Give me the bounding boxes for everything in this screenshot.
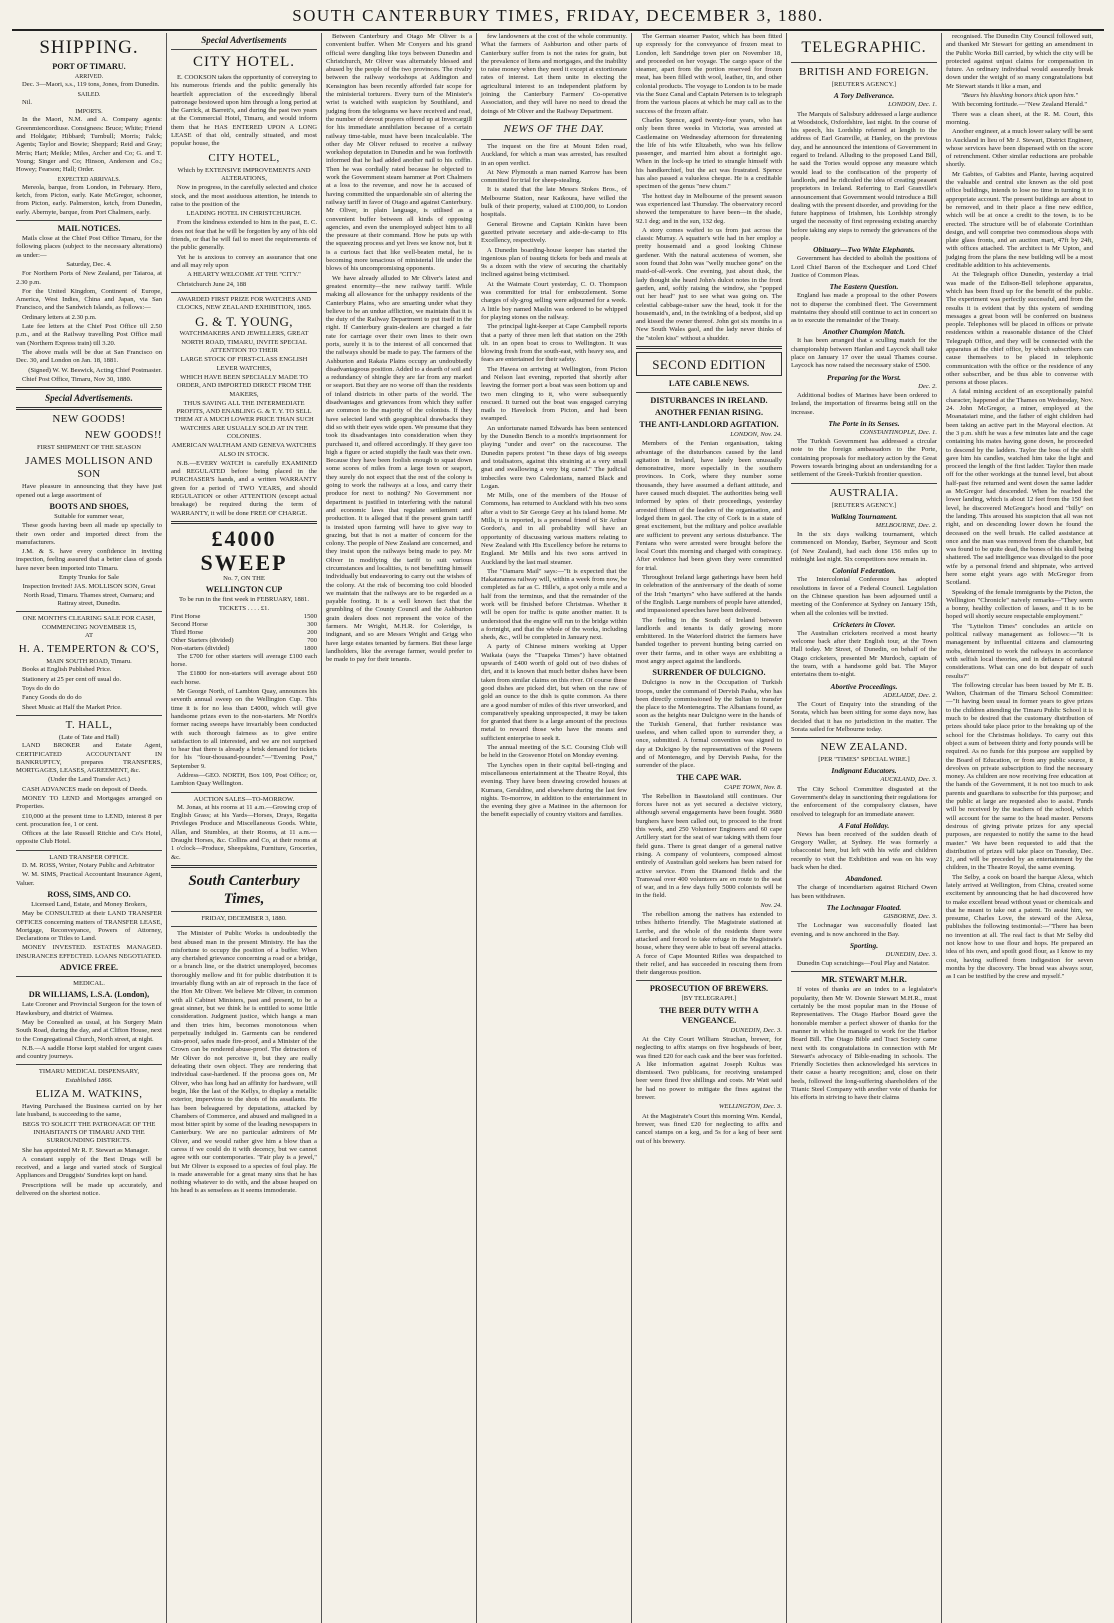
news-item: At the Waimate Court yesterday, C. O. Thompson was committed for trial for embezzlement. Some charges of sly-grog selling were adjourned for a week. A little boy named Maslin was ordered to be whipped for playing stones on the railway. (481, 280, 627, 321)
table-row (171, 613, 317, 621)
british-foreign-heading: BRITISH AND FOREIGN. (799, 66, 929, 78)
mollison-text: Have pleasure in announcing that they have just opened out a large assortment of (16, 483, 162, 499)
news-item: The Australian cricketers received a most hearty welcome back after their English tour, at the Town Hall today. Mr Street, of Dunedin, on behalf of the Otago cricketers, presented Mr Murdoch, captain of the team, with a handsome gold bat. The Mayor entertains them to-night. (791, 629, 937, 679)
prize-label: Non-starters (divided) (171, 644, 230, 652)
hall-line: MONEY TO LEND and Mortgages arranged on Properties. (16, 795, 162, 811)
clearing-line: Fancy Goods do do do (22, 694, 82, 702)
news-item: The Turkish Government has addressed a circular note to the foreign ambassadors to the Porte, containing proposals for mediatory action by the Great Powers towards bringing about an understanding for a settlement of the Greek-Turkish frontier question. (791, 438, 937, 479)
prize-value: 200 (307, 628, 317, 636)
divider (481, 139, 627, 140)
prize-label: First Horse (171, 612, 201, 620)
running-masthead: SOUTH CANTERBURY TIMES, FRIDAY, DECEMBER 3, 1880. (12, 4, 1104, 31)
divider (791, 483, 937, 484)
dateline: Nov. 24. (760, 901, 782, 909)
column-2 (167, 33, 322, 1623)
hall-line: LAND BROKER and Estate Agent, CERTIFICATED ACCOUNTANT IN BANKRUPTCY, prepares TRANSFERS, MORTGAGES, LEASES, AGREEMENT, &c. (16, 742, 162, 775)
news-item: At the City Court William Strachan, brewer, for neglecting to affix stamps on five hogsheads of beer, was fined £20 for each cask and the beer was forfeited. A like information against Joseph Kultus was dismissed. Two publicans, for receiving unstamped beer were fined five shillings and costs. Mr Watt said he had no power to mitigate the fines against the brewer. (636, 1035, 782, 1102)
sweep-note: Mr George North, of Lambton Quay, announces his seventh annual sweep on the Wellington Cup. This time it is for no less than £4000, which will give handsome prizes even to the non-starters. Mr North's former racing sweeps have invariably been conducted with such thorough fairness as to give entire satisfaction to all interested, and we are not surprised to hear that there is already a brisk demand for tickets for his "four-thousand-pounder."—"Evening Post," September 9. (171, 688, 317, 770)
clearing-line: Stationery at 25 per cent off usual do. (22, 675, 122, 683)
young-line: WATCHMAKERS AND JEWELLERS, GREAT NORTH ROAD, TIMARU, INVITE SPECIAL ATTENTION TO THEIR (179, 330, 309, 355)
divider (171, 521, 317, 524)
subheading: Abandoned. (845, 874, 883, 884)
arrived-text: Dec. 3—Maori, s.s., 119 tons, Jones, from Dunedin. (22, 81, 160, 89)
second-edition-box (636, 352, 782, 376)
subheading: Another Champion Match. (822, 327, 906, 337)
nameplate: South Canterbury Times, (188, 872, 300, 907)
column-1 (12, 33, 167, 1623)
news-item: At New Plymouth a man named Karrow has been committed for trial for sheep-stealing. (481, 168, 627, 185)
wire-credit: [PER "TIMES" SPECIAL WIRE.] (818, 756, 910, 764)
news-item: A Dunedin boarding-house keeper has started the ingenious plan of issuing tickets for beds and meals at 9s a dozen with the view of securing the charitably inclined against being victimised. (481, 246, 627, 279)
land-line: ROSS, SIMS, AND CO. (47, 889, 131, 899)
fenian-heading: ANOTHER FENIAN RISING. (654, 407, 764, 417)
news-item: News has been received of the sudden death of Gregory Waller, at Sydney. He was formerly a tobacconist here, but left with his wife and children recently to visit the Exhibition and was on his way back when he died. (791, 830, 937, 872)
divider (171, 49, 317, 50)
nameplate-date: FRIDAY, DECEMBER 3, 1880. (201, 914, 287, 922)
news-item: The following circular has been issued by Mr E. B. Walton, Chairman of the Timaru School Committee:—"It having been usual in former years to give prizes to the children attending the Timaru Public School it is much to be desired that the customary distribution of prizes should take place prior to the breaking up of the school for the Christmas holidays. To carry out this object a sum of between thirty and forty pounds will be required. As no funds for this purpose are supplied by the Board of Education, or from any public source, it devolves on private subscription to find the necessary money. As children are now receiving free education at the hands of the Government, it is not too much to ask parents and guardians to subscribe for this purpose; and the public at large are requested also to assist. Funds will be received by the teachers of the school, which will account for the same to the head master. Persons desirous of giving private prizes for any special purposes, are requested to notify the same to the head master." We have been requested to add that the distribution of prizes will take place on Tuesday, Dec. 21, and will be preceded by an entertainment by the children, in the Theatre Royal, the same evening. (946, 681, 1093, 872)
divider (16, 715, 162, 716)
news-item: In the six days walking tournament, which commenced on Monday, Barber, Seymour and Scott (of New Zealand), had each done 156 miles up to midnight last night. Six competitors now remain in. (791, 531, 937, 564)
imports-heading: IMPORTS. (75, 109, 103, 116)
news-item: The Lochnagar was successfully floated last evening, and is now anchored in the Bay. (791, 922, 937, 938)
auction-heading: AUCTION SALES—TO-MORROW. (193, 795, 295, 803)
news-item: The Lynches open in their capital bell-ringing and miscellaneous entertainment at the Theatre Royal, this evening. They have been drawing crowded houses at Kumara, Geraldine, and elsewhere during the last few nights. To-morrow, in addition to the entertainment in the evening they give a Matinee in the afternoon for the benefit especially of country visitors and families. (481, 761, 627, 819)
arrived-heading: ARRIVED. (74, 74, 104, 80)
sweep-line: WELLINGTON CUP (205, 585, 283, 595)
clearing-line: Toys do do do (22, 685, 60, 693)
mollison-text: J.M. & S. have every confidence in inviting inspection, feeling assured that a better class of goods have never been imported into Timaru. (16, 548, 162, 572)
dateline: DUNEDIN, Dec. 3. (885, 950, 937, 958)
young-line: AMERICAN WALTHAM AND GENEVA WATCHES ALSO IN STOCK. (171, 442, 317, 458)
stewart-heading: MR. STEWART M.H.R. (821, 975, 907, 985)
dateline: AUCKLAND, Dec. 3. (880, 776, 937, 784)
new-goods-1: NEW GOODS! (52, 413, 126, 426)
subheading: Obituary—Two White Elephants. (813, 245, 915, 255)
hall-line: T. HALL, (65, 718, 113, 731)
auction-text: M. Jonas, at his rooms at 11 a.m.—Growing crop of English Grass; at his Yards—Horses, Drays, Regatta Privileges Produce and Miscellaneous Goods. White, Allan, and Stumbles, at their Rooms, at 11 a.m.—Draught Horses, &c. Collins and Co, at their rooms at 1 o'clock—Produce, Sheepskins, Furniture, Groceries, &c. (171, 803, 317, 861)
mail-line: Ordinary letters at 2.30 p.m. (22, 313, 97, 321)
medical-line: DR WILLIAMS, L.S.A. (London), (28, 990, 150, 1000)
mail-line: (Signed) W. W. Beswick, Acting Chief Postmaster. (28, 366, 162, 374)
clearing-line: Sheet Music at Half the Market Price. (22, 703, 122, 711)
subheading: The Lochnagar Floated. (826, 902, 902, 912)
news-item: At the Magistrate's Court this morning Wm. Kendal, brewer, was fined £20 for neglecting to affix and cancel stamps on a keg, and 5s for a keg of beer sent out of his brewery. (636, 1112, 782, 1145)
second-edition-heading: SECOND EDITION (652, 356, 766, 372)
news-item: It has been arranged that a sculling match for the championship between Hanlan and Laycock shall take place on January 17 over the usual Thames course. Laycock has now raised the necessary stake of £500. (791, 337, 937, 370)
table-row (171, 637, 317, 645)
news-item: A party of Chinese miners working at Upper Waikaia (says the "Tuapeka Times") have obtained upwards of £400 worth of gold out of two dishes of dirt, and it is known that much better dishes have been taken from similar claims on this river. Of course these good dishes are picked dirt, but when on the raw of gold an ounce to the dish is quite common. As there are a good number of miles of this river unworked, and comparatively speaking unprospected, it may be taken for granted that there is a large amount of the precious metal to reward those who have the means and sufficient enterprise to seek it. (481, 643, 627, 742)
by-telegraph: [BY TELEGRAPH.] (681, 995, 737, 1003)
news-item: The "Lyttelton Times" concludes an article on political railway management as follows:—"It is management by influential citizens and clamouring mobs, determined to work the railways in accordance with selfish local theories, and in defiance of natural considerations. What can one do but despair of such results?" (946, 622, 1093, 680)
news-item: Mr Mills, one of the members of the House of Commons, has returned to Auckland with his two sons after a visit to Sir George Grey at his island home. Mr Mills, it is reported, is a personal friend of Sir Arthur Gordon's, and in all probability will have an opportunity of discussing various matters relating to New Zealand with His Excellency before he returns to England. Mr Mills and his two sons arrived in Auckland by the last mail steamer. (481, 492, 627, 566)
dateline: LONDON, Dec. 1. (888, 101, 937, 109)
mollison-heading: JAMES MOLLISON AND SON (25, 455, 153, 481)
divider (16, 611, 162, 612)
hall-line: £10,000 at the present time to LEND, interest 8 per cent. procuration fee, 1 or cent. (16, 812, 162, 828)
news-item: The rebellion among the natives has extended to tribes hitherto friendly. The Magistrate stationed at Lerrbe, and the whole of the residents there were attacked and forced to take refuge in the Magistrate's house, where they were able to beat off several attacks. A force of Cape Mounted Rifles was despatched to their relief, and has succeeded in rescuing them from their dangerous position. (636, 911, 782, 977)
mail-line: Late fee letters at the Chief Post Office till 2.50 p.m., and at the Railway travelling Post Office mail van (Northern Express train) till 3.20. (16, 323, 162, 347)
subheading: Indignant Educators. (831, 766, 897, 776)
hall-line: (Under the Land Transfer Act.) (48, 776, 130, 784)
beer-duty-heading: THE BEER DUTY WITH A VENGEANCE. (659, 1005, 759, 1025)
anti-landlord-heading: THE ANTI-LANDLORD AGITATION. (639, 419, 779, 429)
news-item: An unfortunate named Edwards has been sentenced by the Dunedin Bench to a month's imprisonment for playing "under and over" on the racecourse. The Dunedin papers protest "in these days of big sweeps and totalisators, against this straining at a very small gnat and swallowing a very big camel." The judicial imbeciles were two Caledonians, named Black and Logan. (481, 424, 627, 490)
mollison-text: Suitable for summer wear, (54, 512, 124, 520)
news-item: It is stated that the late Messrs Stokes Bros., of Melbourne Station, near Kaikoura, have willed the bulk of their property, valued at £100,000, to London hospitals. (481, 186, 627, 219)
special-ads-heading: Special Advertisements (201, 35, 287, 45)
divider (171, 792, 317, 793)
sweep-line: No. 7, ON THE (223, 574, 265, 582)
column-6 (787, 33, 942, 1623)
land-heading: LAND TRANSFER OFFICE. (49, 853, 129, 861)
sweep-note: The £700 for other starters will average £100 each horse. (171, 652, 317, 669)
imports-text: In the Maori, N.M. and A. Company agents: Greenmiencordiuse. Consignees: Bruce; White; Friend and Holdgate; Hibbard; Turnbull; Morris; Falck; Agents; Taylor and Bowie; Sheppard; Reid and Gray; Mrris; Hart; Meikle; Miles, Archer and Co; G. and T. Young; Singer and Co; Hinson, Anderson and Co.; Howey; Fearson; Hall; Order. (16, 116, 162, 174)
clearing-line: ONE MONTH'S CLEARING SALE FOR CASH, (22, 615, 156, 623)
sweep-line: To be run in the first week in FEBRUARY, 1881. (178, 596, 309, 604)
news-item: Dunedin Cup scratchings—Foul Play and Natator. (797, 960, 930, 968)
dispensary-heading: TIMARU MEDICAL DISPENSARY, (38, 1068, 140, 1076)
subheading: Preparing for the Worst. (826, 372, 902, 382)
subheading: The Eastern Question. (829, 282, 899, 292)
clearing-line: MAIN SOUTH ROAD, Timaru. (46, 658, 132, 666)
news-item: The Court of Enquiry into the stranding of the Sorata, which has been sitting for some days now, has decided that it has no jurisdiction in the matter. The Sorata sailed for Melbourne today. (791, 700, 937, 733)
city-line: Which by EXTENSIVE IMPROVEMENTS AND ALTERATIONS, (177, 166, 311, 182)
news-item: The feeling in the South of Ireland between landlords and tenants is daily growing more embittered. In the Waterford district the farmers have banded together to prevent hunting being carried on over their farms, and in other ways are exhibiting a most angry aspect against the landlords. (636, 616, 782, 665)
news-item: The hottest day in Melbourne of the present season was experienced last Thursday. The observatory record showed the temperature to have been—in the shade, 92.1 deg; and in the sun, 132 deg. (636, 192, 782, 225)
news-item: Charles Spence, aged twenty-four years, who has only been three weeks in Victoria, was arrested at Castlemaine on Wednesday afternoon for threatening the life of his wife Elizabeth, who was his fellow passenger, and married him about a fortnight ago. When in the lock-up he tried to strangle himself with his handkerchief, but the act was frustrated. Spence has also passed a valueless cheque. He is a creditable specimen of the genus "new chum." (636, 116, 782, 191)
news-item: The inquest on the fire at Mount Eden road, Auckland, for which a man was arrested, has resulted in an open verdict. (481, 142, 627, 167)
news-item: The principal light-keeper at Cape Campbell reports that a party of three men left that station on the 29th ult. in an open boat to cross to Wellington. It was blowing fresh from the south-east, with heavy sea, and fears are entertained for their safety. (481, 323, 627, 364)
subheading: Colonial Federation. (832, 566, 896, 576)
mollison-text: BOOTS AND SHOES, (49, 501, 129, 511)
new-zealand-heading: NEW ZEALAND. (820, 741, 908, 754)
city-hotel-heading: CITY HOTEL. (192, 54, 296, 70)
dateline: Dec. 2. (918, 382, 937, 390)
telegraphic-heading: TELEGRAPHIC. (801, 39, 927, 56)
first-shipment: FIRST SHIPMENT OF THE SEASON (36, 444, 142, 452)
hall-line: (Late of Tate and Hall) (58, 733, 120, 741)
news-item: There was a clean sheet, at the R. M. Court, this morning. (946, 110, 1093, 126)
city-line: Christchurch June 24, 188 (177, 280, 247, 288)
reuter-credit: [REUTER'S AGENCY.] (831, 81, 897, 88)
brewers-heading: PROSECUTION OF BREWERS. (649, 984, 769, 994)
city-line: A HEARTY WELCOME AT THE "CITY." (187, 271, 301, 279)
divider (171, 911, 317, 912)
news-item: The Selby, a cook on board the barque Alexa, which lately arrived at Wellington, from China, created some excitement by announcing that he had discovered how to make excellent bread without yeast or chemicals and that he meant to take out a patent. To assist him, we presume, Charles Love, the steward of the Alexa, publishes the following testimonial:—"There has been no invention at all. The real fact is that Mr Selby did not know how to use flour and hops. He prepared an idea of his own, and spoilt good flour, as I know to my cost, having suffered from indigestion for seven months by the discovery. The bread was always sour, as I can be testified by the crew and myself." (946, 873, 1093, 981)
divider (16, 850, 162, 851)
medical-line: N.B.—A saddle Horse kept stabled for urgent cases and country journeys. (16, 1044, 162, 1061)
land-line: ADVICE FREE. (59, 963, 119, 973)
column-4 (477, 33, 632, 1623)
column-5 (632, 33, 787, 1623)
young-line: AWARDED FIRST PRIZE FOR WATCHES AND CLOCKS, NEW ZEALAND EXHIBITION, 1865. (176, 295, 312, 312)
leader-text: We have already alluded to Mr Oliver's latest and greatest enormity—the new railway tariff. While making all allowance for the unhappy residents of the Canterbury Plains, who are smarting under what they believe to be an undue affliction, we maintain that it is the duty of the Railway Department to put itself in the right. If Canterbury grain-dealers are charged a fair rate for carriage over their own lines to their own ports, surely it is to the interest of all concerned that the railways should be made to pay. The farmers of the Ashburton and Rakaia Plains occupy an undoubtedly disadvantageous position. Added to a dearth of soil and a redundancy of shingle they are far from any market or seaport. But they are no worse off than the residents of inland districts in other parts of the world. The disadvantages and grievances from which they suffer are common to the majority of the colonists. If they have selected land with geographical drawbacks they did so with their eyes wide open. We presume that they took its disadvantages into consideration when they purchased it, and offered accordingly. If they gave too high a figure or acted stupidly the fault was their own. Because they have been foolish enough to squat down some scores of miles from a large town or seaport, they surely do not expect that the rest of the colony is going to work the railways at a loss, and carry their produce for next to nothing? No Government nor department is justified in interfering with the natural and economic laws that regulate settlement and production. It is alleged that if the present grain tariff is insisted upon farming will have to give way to grazing, but that is not a matter of concern for the colony. The people of New Zealand are concerned, and they insist upon the railways being made to pay. Mr Oliver in modifying the tariff to suit various circumstances and localities, is not benefitting himself individually but endeavoring to carry out the wishes of the colony. At the risk of becoming too cold blooded we maintain that the railways are to be regarded as a payable footing. It is a well known fact that the grumbling of the County Council and the Ashburton grain dealers does not represent the voice of the farmers. Mr Wright, M.H.R. for Coleridge, is indignant, and so are Messrs Wright and Grigg who have large estates tenanted by farmers. But these large landholders, like the average farmer, would prefer to be made to pay for their tenants. (326, 274, 472, 664)
news-heading: NEWS OF THE DAY. (503, 122, 605, 135)
divider (636, 392, 782, 393)
news-item: The Marquis of Salisbury addressed a large audience at Woodstock, Oxfordshire, last night. In the course of his speech, his Lordship referred at length to the address of Earl Granville, at Hanley, on the previous day, and he announced the intentions of Government in regard to Ireland. Alluding to the proposed Land Bill, he said the Tories would oppose any measure which would lead to the confiscation of the property of landlords, and he ridiculed the idea of creating peasant proprietors in Ireland. Referring to Earl Granville's announcement that Government would introduce a Bill dealing with the present disorder, and providing for the future happiness of Irishmen, his Lordship strongly urged the necessity of first repressing existing anarchy before taking any steps to remedy the grievances of the people. (791, 110, 937, 243)
divider (171, 926, 317, 927)
mail-line: For the United Kingdom, Continent of Europe, America, West Indies, China and Japan, via San Francisco, and the Sandwich Islands, as follows:— (16, 287, 162, 312)
medical-heading: MEDICAL. (73, 980, 105, 988)
medical-line: May be Consulted as usual, at his Surgery Main South Road, during the day, and at Clifton House, next to the Congregational Church, North street, at night. (16, 1018, 162, 1043)
sailed-text: Nil. (22, 98, 33, 106)
sweep-heading: £4000 SWEEP (200, 525, 288, 575)
young-line: THUS SAVING ALL THE INTERMEDIATE PROFITS, AND ENABLING G. & T. Y. TO SELL THEM AT A MUCH LOWER PRICE THAN SUCH WATCHES ARE USUALLY SOLD AT IN THE COLONIES. (174, 399, 314, 440)
dulcigno-heading: SURRENDER OF DULCIGNO. (652, 668, 766, 678)
news-item: The City School Committee disgusted at the Government's delay in sanctioning their regulations for the enforcement of the compulsory clauses, have resolved to telegraph for an immediate answer. (791, 785, 937, 818)
column-3 (322, 33, 477, 1623)
news-item: "Bears his blushing honors thick upon him." (960, 92, 1079, 100)
table-row (171, 629, 317, 637)
mail-line: Mails close at the Chief Post Office Timaru, for the following places (subject to the necessary alterations) as under:— (16, 235, 162, 259)
news-item: With becoming fortitude.—"New Zealand Herald." (952, 101, 1088, 109)
disturbances-heading: DISTURBANCES IN IRELAND. (650, 395, 768, 405)
young-line: G. & T. YOUNG, (195, 314, 293, 330)
mail-line: Chief Post Office, Timaru, Nov 30, 1880. (22, 375, 132, 383)
prize-label: Second Horse (171, 620, 208, 628)
subheading: Walking Tournament. (830, 511, 898, 521)
city-line: Now in progress, in the carefully selected and choice stock, and the most assiduous attention, he intends to raise to the position of the (171, 184, 317, 208)
dateline: CAPE TOWN, Nov. 8. (723, 783, 782, 791)
prize-table (171, 613, 317, 653)
divider (791, 62, 937, 63)
port-heading: PORT OF TIMARU. (52, 62, 126, 71)
cape-war-heading: THE CAPE WAR. (676, 772, 742, 782)
clearing-line: H. A. TEMPERTON & CO'S, (18, 643, 160, 656)
mollison-text: Empty Trunks for Sale (59, 574, 119, 582)
mollison-text: Inspection Invited! JAS. MOLLISON SON, Great North Road, Timaru. Thames street, Oamaru; and Rattray street, Dunedin. (22, 583, 156, 607)
leader-text: Between Canterbury and Otago Mr Oliver is a convenient buffer. When Mr Conyers and his grand official were dangling like toys between Dunedin and Christchurch, Mr Oliver was alternately blessed and abused by the people of the two provinces. The rivalry between the railway workshops at Addington and Kensington has been recently afforded fair scope for the ministerial torturers. Every turn of the Minister's wrist is watched with suspicion by Southland, and judging from the telegrams we have received and read, the number of devout prayers offered up at Invercargill for his immediate annihilation because of a certain railway time-table, must have been incalculable. The other day Mr Oliver refused to receive a railway workshop deputation in Dunedin and he was forthwith informed that he had added another nail to his coffin. Then he was cordially rated because he objected to work the Government steam hammer at Port Chalmers at a loss to the revenue, and now he is accused of having committed the unpardonable sin of altering the railway tariff in favor of Otago and against Canterbury. Mr Oliver, in plain language, is utilised as a convenient buffer between all kinds of opposing agencies, and even the unemployed subject him to all the pressure at their command. How he puts up with the squeezing process and yet lives we know not, but it is a curious fact that like well-beaten metal, he is becoming more tenacious of ministerial life under the blows of his uncompromising opponents. (326, 33, 472, 273)
news-item: The Hawea on arriving at Wellington, from Picton and Nelson last evening, reported that shortly after leaving the former port a boat was seen bottom up and two men clinging to it, who were subsequently rescued. It turned out the boat was engaged carrying mails to Havelock from Picton, and had been swamped. (481, 365, 627, 423)
reuter-credit: [REUTER'S AGENCY.] (831, 501, 897, 509)
late-cable-heading: LATE CABLE NEWS. (668, 378, 750, 388)
young-line: LARGE STOCK OF FIRST-CLASS ENGLISH LEVER WATCHES, (180, 356, 308, 372)
prize-value: 1500 (303, 612, 317, 620)
divider (481, 119, 627, 120)
subheading: A Fatal Holiday. (838, 820, 890, 830)
prize-label: Third Horse (171, 628, 204, 636)
dateline: GISBORNE, Dec. 3. (883, 912, 937, 920)
clearing-line: AT (84, 631, 94, 639)
divider (16, 407, 162, 410)
news-item: If votes of thanks are an index to a legislator's popularity, then Mr W. Downie Stewart M.H.R., must certainly be the most popular man in the House of Representatives. The Otago Harbor Board gave the honorable member a perfect shower of thanks for the manner in which he managed to work for the Harbor Board Bill. The Otago Bible and Tract Society came next with its congratulations in connection with Mr Stewart's advocacy of Bible-reading in schools. The Friendly Societies then acknowledged his services in their cause a hearty recognition; and, close on their heels, followed the long-suffering shareholders of the Titanic Steel Company with another vote of thanks for his efforts in striving to have their claims (791, 986, 937, 1102)
special-ads-heading: Special Advertisements. (45, 393, 133, 404)
leader-text: The Minister of Public Works is undoubtedly the best abused man in the present Ministry. He has the misfortune to occupy the position of a buffer. When any cherished grievance concerning a road or a bridge, or a branch line, or the district unemployed, becomes thoroughly mellow and fit for public distribution it is invariably flung with an air of reproach in the face of the Hon Mr Oliver. We believe Mr Oliver, in common with all Cabinet Ministers, past and present, to be a great sinner, but we think he is entitled to some little consideration. Judgment justice, which hangs a man and then tries him, becomes monotonous when perpetually indulged in. Garments can be rendered rain-proof, safes made fire-proof, and a Minister of the Crown can be rendered abuse-proof. The detractors of Mr Oliver do not perceive it, but they are really defeating their own object. They are rendering that individual case-hardened. If the process goes on, Mr Oliver, who has long had an affinity for hardware, will begin, like the last of the Kellys, to display a metallic exterior, impervious to the shots of his assailants. He has been beleaguered by deputations, attacked by Chambers of Commerce, and abused and maligned in a most bitter spirit by some of the leading newspapers in Canterbury. We are no particular admirers of Mr Oliver, and we would rather give him a blow than a caress if we could do it with decency, but we cannot agree with our contemporaries. "Fair play is a jewel," but Mr Oliver is exposed to a species of foul play. He is made answerable for a great many sins that he has nothing whatever to do with, and the abuse heaped on his head is as senseless as it seems immoderate. (171, 930, 317, 1195)
news-item: The Rebellion in Basutoland still continues. Our forces have not as yet secured a decisive victory, although several engagements have been fought. 3680 burghers have been called out, to proceed to the front this week, and 250 Volunteer Engineers and 60 cape Artillery start for the seat of war taking with them four field guns. There is great danger of a general native rising. A company of volunteers, composed almost entirely of Australian gold seekers has been raised for active service. From the Diamond fields and the Transvaal over 400 volunteers are en route to the seat of war, and in a few days fully 5000 colonists will be in the field. (636, 792, 782, 900)
subheading: Abortive Proceedings. (830, 681, 898, 691)
hall-line: CASH ADVANCES made on deposit of Deeds. (22, 785, 148, 793)
news-item: Throughout Ireland large gatherings have been held in celebration of the anniversary of the death of some of the Irish "martyrs" who have suffered at the hands of the English. Large numbers of people have attended, and impassioned speeches have been delivered. (636, 574, 782, 615)
news-item: General Browne and Captain Kinkin have been gazetted private secretary and aide-de-camp to His Excellency, respectively. (481, 220, 627, 245)
dateline: WELLINGTON, Dec. 3. (718, 1103, 782, 1111)
clearing-line: COMMENCING NOVEMBER 15, (41, 623, 137, 631)
subheading: A Tory Deliverance. (833, 91, 895, 101)
mail-heading: MAIL NOTICES. (57, 224, 121, 234)
divider (791, 737, 937, 738)
divider (16, 220, 162, 221)
mail-line: For Northern Ports of New Zealand, per Taiaroa, at 2.30 p.m. (16, 270, 162, 286)
prize-value: 300 (307, 620, 317, 628)
news-item: The annual meeting of the S.C. Coursing Club will be held in the Grosvenor Hotel on Monday evening. (481, 744, 627, 760)
dispensary-line: Prescriptions will be made up accurately, and delivered on the shortest notice. (16, 1181, 162, 1197)
column-7 (942, 33, 1097, 1623)
dateline: MELBOURNE, Dec. 2. (875, 521, 937, 529)
news-item: England has made a proposal to the other Powers not to disperse the combined fleet. The Government maintains they should still continue to act in concert so as to execute the remainder of the Treaty. (791, 292, 937, 325)
divider (171, 865, 317, 868)
shipping-heading: SHIPPING. (39, 37, 139, 58)
news-item: Additional bodies of Marines have been ordered to Ireland, the importation of firearms being still on the increase. (791, 391, 937, 416)
table-row (171, 621, 317, 629)
dispensary-line: She has appointed Mr R. F. Stewart as Manager. (22, 1146, 150, 1154)
subheading: Sporting. (849, 940, 879, 950)
news-item: Another engineer, at a much lower salary will be sent to Auckland in lieu of Mr J. Stewart, District Engineer, whose services have been dispensed with on the score of retrenchment. Other similar reductions are probable shortly. (946, 128, 1093, 169)
news-item: Dulcigno is now in the Occupation of Turkish troops, under the command of Dervish Pasha, who has been directly commissioned by the Sultan to transfer the place to the Montenegrins. The Albanians found, as soon as the heights near Dulcigno were in the hands of the Turkish General, that further resistance was useless, and when called upon to surrender they, a once, submitted. A formal convention was signed to day at Dulcigno by the representatives of the Powers and of Montenegro, and by Dervish Pasha, for the surrender of the place. (636, 679, 782, 770)
prize-value: 1800 (303, 644, 317, 652)
divider (791, 971, 937, 972)
land-line: MONEY INVESTED. ESTATES MANAGED. INSURANCES EFFECTED. LOANS NEGOTIATED. (16, 944, 162, 960)
subheading: The Porte in its Senses. (828, 418, 900, 428)
news-item: Speaking of the female immigrants by the Picton, the Wellington "Chronicle" naively remarks—"They seem a bonny, healthy collection of lasses, and it is to be hoped will shortly secure respectable employment." (946, 588, 1093, 621)
mollison-text: These goods having been all made up specially to their own order and imported direct from the manufacturers. (16, 522, 162, 546)
sweep-note: Address—GEO. NORTH, Box 109, Post Office; or, Lambton Quay Wellington. (171, 772, 317, 788)
mail-line: Saturday, Dec. 4. (66, 260, 112, 268)
land-line: Licensed Land, Estate, and Money Brokers, (31, 900, 147, 908)
city-line: Yet he is anxious to convey an assurance that one and all may rely upon (171, 253, 317, 269)
sweep-note: The £1800 for non-starters will average about £60 each horse. (171, 670, 317, 686)
divider (16, 387, 162, 390)
expected-text: Mereola, barque, from London, in February. Hero, ketch, from Picton, early. Kate McGregor, schooner, from Picton, early. Palmerston, ketch, from Dunedin, early. Abernyte, barque, from Port Chalmers, early. (16, 183, 162, 216)
news-item: The Intercolonial Conference has adopted resolutions in favor of a Federal Council. Legislation on the Chinese question has been adjourned until a meeting of the Conference at Sydney on January 15th, when all the colonies will be invited. (791, 576, 937, 617)
dispensary-line: ELIZA M. WATKINS, (35, 1088, 143, 1101)
prize-label: Other Starters (divided) (171, 636, 234, 644)
news-item: Mr Gabites, of Gabites and Plante, having acquired the valuable and central site known as the old post office buildings, intends to lose no time in turning it to appropriate account. The present buildings are about to be removed, and in their place a fine new edifice, which will be at once a credit to the town, is to be erected. The structure will be of elaborate Corinthian design, and will comprise two commodious shops with plate glass fronts, and an auction mart, 47ft by 24ft, with offices attached. The architect is Mr Upton, and judging from the plans the new building will be a most creditable addition to his achievements. (946, 170, 1093, 270)
mail-line: The above mails will be due at San Francisco on Dec. 30, and London on Jan. 18, 1881. (16, 348, 162, 365)
news-item: At the Telegraph office Dunedin, yesterday a trial was made of the Edison-Bell telephone apparatus, which has been fixed up for the benefit of the public. The experiment was perfectly successful, and from the results it is evident that by this system of sending messages a great boon will be conferred on business people. Telephones will be placed in offices or private residences within a reasonable distance of the Chief Telegraph Office, and they will be connected with the apparatus at the chief office, by which subscribers can cause themselves to be placed in telephonic communication with the office or the residence of any other subscriber, and be thus able to converse with persons at those places. (946, 271, 1093, 387)
news-item: Government has decided to abolish the positions of Lord Chief Baron of the Exchequer and Lord Chief Justice of Common Pleas. (791, 255, 937, 279)
sweep-line: TICKETS . . . . £1. (218, 604, 270, 612)
city-line: E. COOKSON takes the opportunity of conveying to his numerous friends and the public generally his heartfelt appreciation of the exceedingly liberal patronage bestowed upon him through a long period at the Garrick, at Barrett's, and during the past two years at the Commercial Hotel, Timaru, and would inform them that he HAS ENTERED UPON A LONG LEASE of that old, centrally situated, and most popular house, the (171, 74, 317, 148)
news-item: Members of the Fenian organisation, taking advantage of the disturbances caused by the land agitation in Ireland, have lately been unusually demonstrative, more especially in the southern provinces. In Cork, where they number some thousands, they have assumed a defiant attitude, and have caused much disquiet. The authorities being well informed by spies of their proceedings, yesterday arrested fifteen of the leaders of the organisation, and lodged them in gaol. The city of Cork is in a state of great excitement, but the military and police available are sufficient to prevent any serious disturbance. The Fenians who were arrested were brought before the local Court this morning and charged with conspiracy. After evidence had been given they were committed for trial. (636, 440, 782, 572)
medical-line: Late Coroner and Provincial Surgeon for the town of Hawkesbury, and district of Waimea. (16, 1001, 162, 1017)
prize-value: 700 (307, 636, 317, 644)
city-line: CITY HOTEL, (208, 151, 280, 164)
new-goods-2: NEW GOODS!! (84, 429, 162, 442)
news-item: The "Oamaru Mail" says:—"It is expected that the Hakataramea railway will, within a week from now, be completed as far as C. Hille's, a spot only a mile and a half from the terminus, and that the remainder of the work will be finished before Christmas. Whether it will be open for traffic is quite another matter. It is understood that the engine will run to the bridge within a fortnight, and that the whole of the works, including sheds, &c., will be completed in January next. (481, 567, 627, 642)
dateline: ADELAIDE, Dec. 2. (883, 691, 937, 699)
dateline: CONSTANTINOPLE, Dec. 1. (859, 428, 937, 436)
sailed-heading: SAILED. (77, 91, 101, 98)
news-item: The German steamer Pastor, which has been fitted up expressly for the conveyance of frozen meat to London, left Sandridge town pier on November 18, and proceeded on her voyage. The cargo space of the steamer, apart from the portion reserved for frozen meat, has been filled with wool, leather, tin, and other colonial products. The voyage to London is to be made via the Suez Canal and Captain Petersen is to telegraph from the various places at which he may call as to the success of the frozen affair. (636, 33, 782, 115)
divider (16, 1064, 162, 1065)
land-line: W. M. SIMS, Practical Accountant Insurance Agent, Valuer. (16, 871, 162, 887)
land-line: May be CONSULTED at their LAND TRANSFER OFFICES concerning matters of TRANSFER LEASE, Mortgage, Reconveyance, Powers of Attorney, Declarations or Titles to Land. (16, 910, 162, 943)
dispensary-line: Having Purchased the Business carried on by her late husband, is succeeding to the same, (16, 1103, 162, 1119)
subheading: Cricketers in Clover. (832, 619, 896, 629)
dispensary-line: A constant supply of the Best Drugs will be received, and a large and varied stock of Surgical Appliances and Druggists' Sundries kept on hand. (16, 1155, 162, 1180)
city-line: LEADING HOTEL IN CHRISTCHURCH. (186, 210, 302, 218)
dateline: LONDON, Nov. 24. (730, 430, 782, 438)
columns (12, 33, 1104, 1623)
table-row (171, 645, 317, 653)
young-line: WHICH HAVE BEEN SPECIALLY MADE TO ORDER, AND IMPORTED DIRECT FROM THE MAKERS, (176, 373, 312, 398)
divider (16, 976, 162, 977)
young-line: N.B.—EVERY WATCH is carefully EXAMINED and REGULATED before being placed in the PURCHASER'S hands, and a written WARRANTY given for a period of TWO YEARS, and should REGULATION or other ATTENTION (except actual breakage) be required during the term of WARRANTY, it will be done FREE OF CHARGE. (171, 459, 317, 517)
land-line: D. M. ROSS, Writer, Notary Public and Arbitrator (22, 862, 155, 870)
divider (636, 980, 782, 981)
dispensary-line: BEGS TO SOLICIT THE PATRONAGE OF THE INHABITANTS OF TIMARU AND THE SURROUNDING DISTRICTS. (22, 1120, 156, 1145)
australia-heading: AUSTRALIA. (829, 486, 899, 499)
city-line: From the kindness extended to him in the past, E. C. does not fear that he will be forgotten by any of his old friends, or that he will fail to meet the requirements of the public generally. (171, 219, 317, 252)
hall-line: Offices at the late Russell Ritchie and Co's Hotel, opposite Club Hotel. (16, 830, 162, 846)
news-item: recognised. The Dunedin City Council followed suit, and thanked Mr Stewart for getting an amendment in the Public Works Bill carried, by which the city will be protected against unjust claims for compensation in future. An ordinary individual would assuredly break down under the weight of so many congratulations but Mr Stewart stands it like a man, and (946, 33, 1093, 90)
expected-heading: EXPECTED ARRIVALS. (57, 176, 121, 183)
leader-text: few landowners at the cost of the whole community. What the farmers of Ashburton and other parts of Canterbury suffer from is not the rates for grain, but the prevalence of liens and mortgages, and the inability to raise money when they need it except at extortionate rates of interest. Let them unite in electing the agricultural interest to an independent platform by joining the Canterbury Farmers' Co-operative Association, and they will have no need to dread the doings of Mr Oliver and the Railway Department. (481, 33, 627, 115)
news-item: The charge of incendiarism against Richard Owen has been withdrawn. (791, 884, 937, 900)
news-item: A story comes wafted to us from just across the classic Murray. A squatter's wife had in her employ a pretty housemaid and a good looking Chinese gardener. With the natural acuteness of women, she soon found that John was "welly muchee gone" on the maid-of-all-work. One evening, just about dusk, the lady thought she heard John's dulcet notes in the front garden, and, softly raising the window, she "popped out her head" just to see what was going on. The celestial cabbage-raiser saw the head, took it for the housemaid's, and, in the twinkling of a bedpost, slid up and kissed the owner thereof. John got six months in a New South Wales gaol, and the lady never thinks of the "stolen kiss" without a shudder. (636, 226, 782, 342)
dateline: DUNEDIN, Dec. 3. (730, 1026, 782, 1034)
divider (636, 346, 782, 349)
clearing-line: Books at English Published Price. (22, 666, 112, 674)
news-item: A fatal mining accident of an exceptionally painful character, happened at the Thames on Wednesday, Nov. 24. John McGregor, a miner, employed at the Moanataiari mine, and the father of eight children had been taking an active part in the Mayoral election. At the 3 p.m. shift he was a few minutes late and the cage containing his mates having gone down, he proceeded to descend by the ladders. Taylor the boss of the shift gave him his candles, watched him take the light and proceed the length of the first ladder. Taylor then made off for the other workings at the tunnel level, but about half-past five returned and went down the same ladder as McGregor had descended. When he reached the lower landing, which is about 12 feet from the 150 feet level, he discovered McGregor's hood and "billy" on the landing. This aroused his suspicion that all was not right, and on descending lower down he found the deceased on the well brush. He called assistance at once and the man was removed from the chamber, but was found to be quite dead, the bones of his skull being shattered. The sad intelligence was divulged to the poor wife by a personal friend and shipmate, who arrived here some eight years ago with McGregor from Scotland. (946, 388, 1093, 587)
dispensary-est: Established 1866. (65, 1076, 113, 1084)
divider (171, 292, 317, 293)
